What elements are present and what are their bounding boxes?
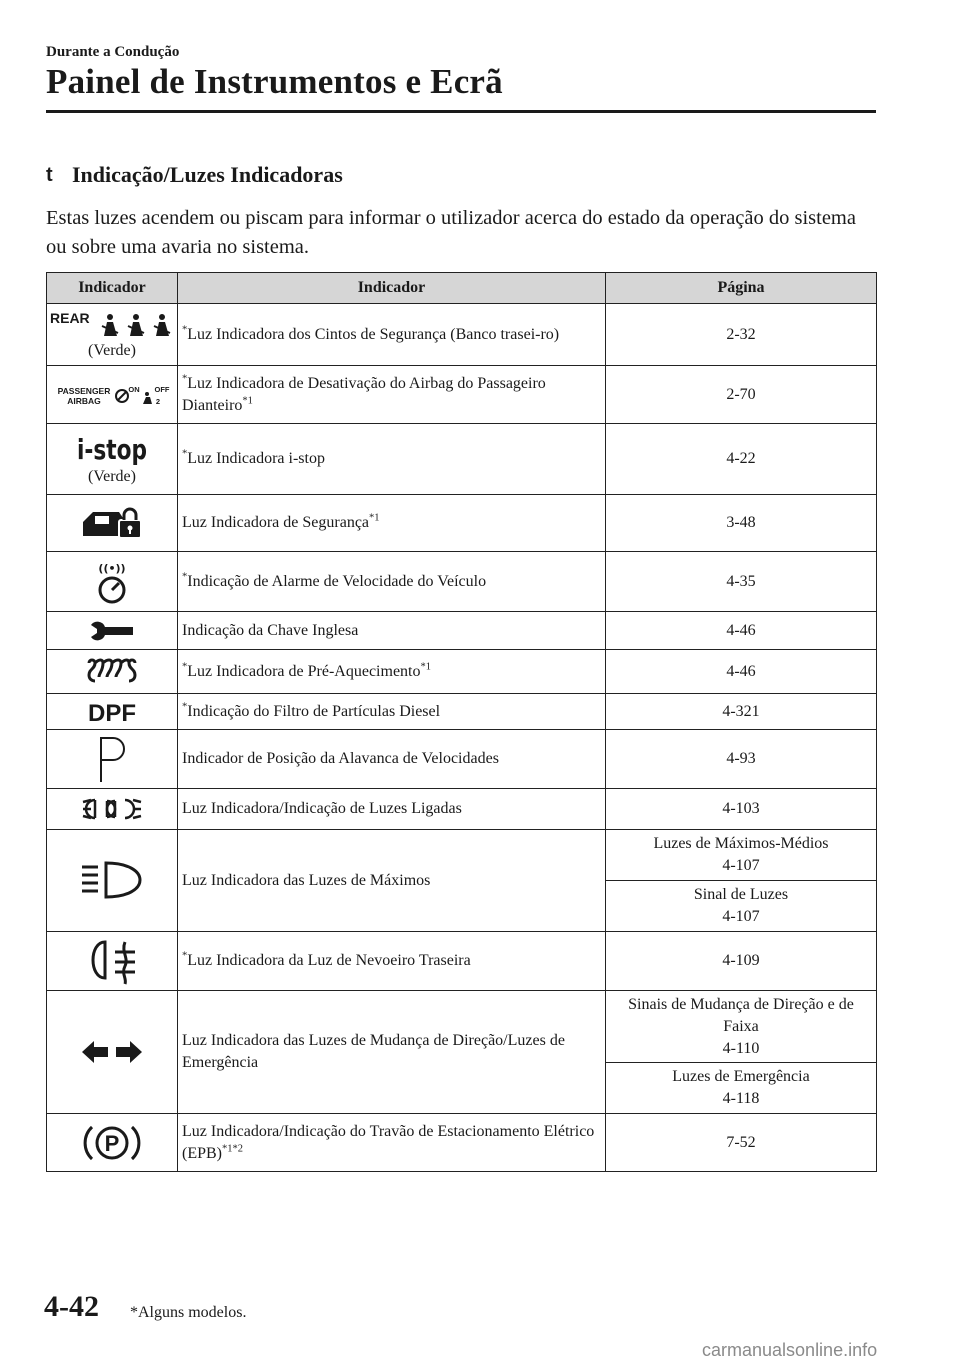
page-ref [606, 881, 877, 932]
svg-text:REAR: REAR [50, 309, 90, 326]
table-row [47, 304, 877, 366]
header-indicator-icon: Indicador [47, 273, 178, 304]
glow-plug-icon [85, 657, 139, 687]
table-row [47, 730, 877, 789]
epb-icon [82, 1121, 142, 1165]
page-ref: 4-46 [606, 650, 877, 694]
icon-cell [47, 830, 178, 932]
icon-cell [47, 495, 178, 552]
icon-cell [47, 789, 178, 830]
table-row [47, 612, 877, 650]
page-ref [606, 991, 877, 1063]
indicator-label: Indicação de Alarme de Velocidade do Veículo [187, 572, 487, 590]
header-divider [46, 110, 876, 113]
svg-text:OFF: OFF [154, 384, 170, 394]
high-beam-icon [80, 861, 144, 901]
svg-text:ON: ON [128, 384, 140, 394]
icon-color-note: (Verde) [88, 468, 136, 485]
section-heading [46, 162, 343, 188]
page-ref: 3-48 [606, 495, 877, 552]
indicator-label-cell [178, 730, 606, 789]
i-stop-icon [72, 430, 152, 464]
table-row [47, 694, 877, 730]
page-ref [606, 1063, 877, 1114]
footnote: *Alguns modelos. [130, 1304, 247, 1321]
indicator-label-cell [178, 991, 606, 1114]
icon-cell [47, 612, 178, 650]
indicator-label-cell: *Luz Indicadora i-stop [178, 424, 606, 495]
page-ref: 4-93 [606, 730, 877, 789]
page-ref: 4-103 [606, 789, 877, 830]
page-ref: 4-321 [606, 694, 877, 730]
page-ref: 4-35 [606, 552, 877, 612]
table-row [47, 789, 877, 830]
svg-text:P: P [104, 1130, 120, 1156]
svg-text:PASSENGER: PASSENGER [57, 385, 111, 396]
section-title: Indicação/Luzes Indicadoras [72, 162, 343, 187]
page-ref-number: 4-107 [722, 857, 760, 874]
icon-cell [47, 366, 178, 424]
table-row [47, 424, 877, 495]
table-row [47, 552, 877, 612]
table-row [47, 1114, 877, 1172]
indicator-label: Luz Indicadora dos Cintos de Segurança (Banco trasei-ro) [187, 325, 560, 343]
table-row [47, 932, 877, 991]
icon-cell [47, 650, 178, 694]
icon-cell [47, 1114, 178, 1172]
indicator-label: Indicador de Posição da Alavanca de Velocidades [182, 750, 499, 767]
table-header-row [47, 273, 877, 304]
indicator-label: Luz Indicadora/Indicação do Travão de Estacionamento Elétrico (EPB) [182, 1122, 595, 1162]
table-row [47, 366, 877, 424]
table-row [47, 991, 877, 1063]
indicator-label-cell: *Luz Indicadora da Luz de Nevoeiro Traseira [178, 932, 606, 991]
page-number: 4-42 [44, 1290, 99, 1323]
icon-cell [47, 932, 178, 991]
page-ref: 4-46 [606, 612, 877, 650]
section-bullet: t [46, 163, 53, 186]
page-ref-label: Luzes de Emergência [672, 1068, 810, 1085]
page-ref-label: Sinais de Mudança de Direção e de Faixa [628, 995, 854, 1035]
icon-cell [47, 991, 178, 1114]
page-ref [606, 830, 877, 881]
indicator-label-cell: *Luz Indicadora dos Cintos de Segurança (Banco trasei-ro) [178, 304, 606, 366]
indicator-label: Luz Indicadora das Luzes de Mudança de Direção/Luzes de Emergência [182, 1032, 565, 1071]
page-ref: 7-52 [606, 1114, 877, 1172]
page-ref-label: Sinal de Luzes [693, 886, 789, 903]
indicator-label-cell: *Luz Indicadora de Pré-Aquecimento$^{*1}$ [178, 650, 606, 694]
header-page: Página [606, 273, 877, 304]
page-ref-number: 4-118 [722, 1090, 760, 1107]
table-row [47, 495, 877, 552]
indicator-label: Luz Indicadora de Desativação do Airbag do Passageiro Dianteiro [182, 374, 546, 414]
page-ref-label: Luzes de Máximos-Médios [653, 835, 829, 852]
indicator-label-cell [178, 612, 606, 650]
watermark: carmanualsonline.info [702, 1340, 878, 1360]
icon-cell [47, 552, 178, 612]
indicator-table [46, 272, 877, 1172]
page-ref-number: 4-107 [722, 908, 760, 925]
indicator-label-cell: *Indicação do Filtro de Partículas Diesel [178, 694, 606, 730]
dpf-icon [75, 698, 149, 726]
turn-signal-icon [80, 1039, 144, 1065]
indicator-label: Luz Indicadora/Indicação de Luzes Ligadas [182, 800, 462, 817]
gear-p-icon [95, 734, 129, 784]
svg-text:AIRBAG: AIRBAG [67, 395, 101, 406]
icon-cell [47, 730, 178, 789]
svg-text:2: 2 [155, 396, 161, 406]
indicator-label: Luz Indicadora das Luzes de Máximos [182, 871, 431, 889]
rear-fog-icon [85, 938, 139, 984]
indicator-label-cell: Luz Indicadora de Segurança$^{*1}$ [178, 495, 606, 552]
page-ref: 2-70 [606, 366, 877, 424]
icon-cell [47, 304, 178, 366]
indicator-label-cell: *Luz Indicadora de Desativação do Airbag do Passageiro Dianteiro$^{*1}$ [178, 366, 606, 424]
indicator-label: Luz Indicadora da Luz de Nevoeiro Traseira [187, 952, 471, 969]
page-ref-number: 4-110 [722, 1039, 760, 1057]
svg-text:((•)): ((•)) [98, 561, 126, 575]
security-lock-car-icon [79, 506, 145, 540]
passenger-airbag-off-icon [50, 380, 174, 410]
wrench-icon [87, 619, 137, 643]
indicator-label-cell [178, 789, 606, 830]
indicator-label: Luz Indicadora de Segurança [182, 514, 370, 531]
lights-on-icon [81, 796, 143, 822]
icon-cell [47, 694, 178, 730]
indicator-label: Indicação do Filtro de Partículas Diesel [187, 702, 441, 720]
indicator-label: Luz Indicadora de Pré-Aquecimento [187, 662, 421, 680]
page-ref: 2-32 [606, 304, 877, 366]
indicator-label-cell: *Indicação de Alarme de Velocidade do Veículo [178, 552, 606, 612]
page-ref: 4-109 [606, 932, 877, 991]
svg-text:DPF: DPF [88, 699, 136, 727]
page-title: Painel de Instrumentos e Ecrã [46, 62, 503, 101]
indicator-label-cell: Luz Indicadora/Indicação do Travão de Estacionamento Elétrico (EPB)$^{*1*2}$ [178, 1114, 606, 1172]
icon-color-note: (Verde) [88, 341, 136, 359]
page-ref: 4-22 [606, 424, 877, 495]
table-row [47, 830, 877, 881]
rear-seatbelt-icon [48, 308, 176, 338]
indicator-label: Luz Indicadora i-stop [187, 450, 325, 467]
indicator-label-cell [178, 830, 606, 932]
intro-paragraph: Estas luzes acendem ou piscam para informar o utilizador acerca do estado da operação do sistema ou sobre uma avaria no sistema. [46, 207, 856, 258]
table-row [47, 650, 877, 694]
icon-cell [47, 424, 178, 495]
header-indicator-name: Indicador [178, 273, 606, 304]
svg-text:i-stop: i-stop [77, 433, 147, 466]
header-section-label: Durante a Condução [46, 44, 180, 60]
speed-alarm-icon [87, 560, 137, 604]
indicator-label: Indicação da Chave Inglesa [182, 621, 359, 639]
